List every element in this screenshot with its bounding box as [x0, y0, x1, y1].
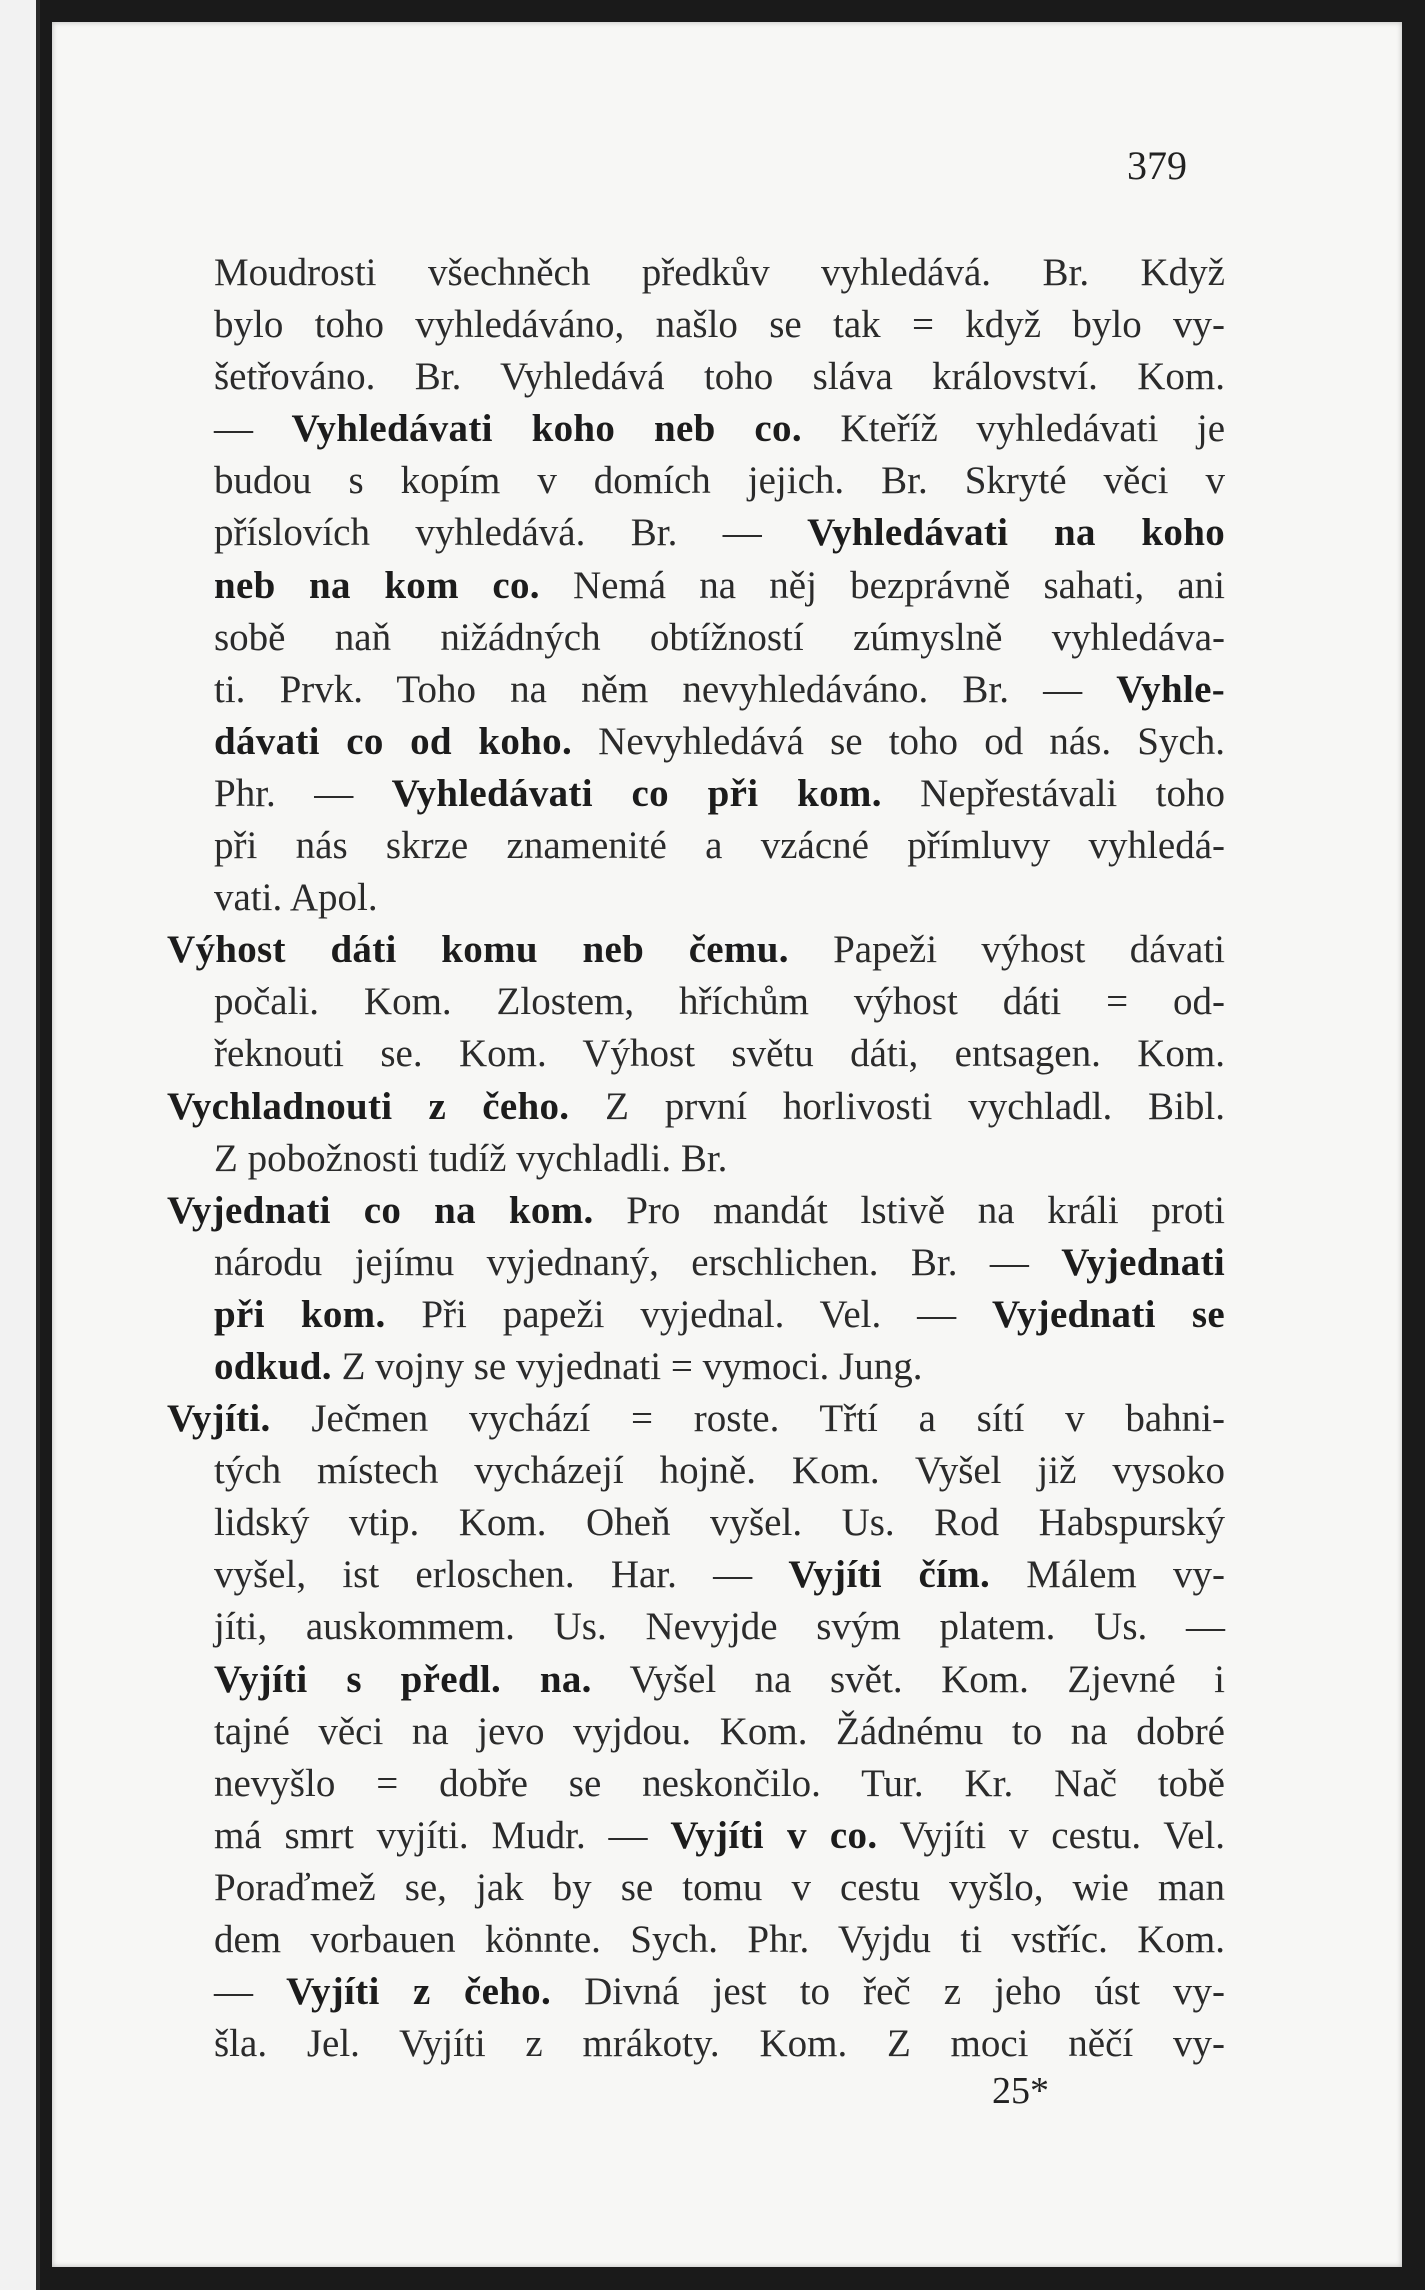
headword: Vyjíti čím.: [788, 1553, 991, 1597]
headword: neb na kom co.: [214, 563, 540, 607]
headword: Vyjednati co na kom.: [167, 1188, 594, 1232]
text-line: [167, 976, 1225, 1028]
headword: Vyhledávati koho neb co.: [291, 407, 802, 451]
headword: Vyjednati: [1061, 1240, 1225, 1284]
text-segment: Poraďmež se, jak by se tomu v cestu vyšlo, wie man: [214, 1865, 1225, 1909]
text-segment: při nás skrze znamenité a vzácné přímluvy vyhledá-: [214, 824, 1225, 868]
signature-mark: 25*: [992, 2070, 1049, 2112]
text-segment: šetřováno. Br. Vyhledává toho sláva království. Kom.: [214, 355, 1225, 399]
text-line: [167, 1601, 1225, 1653]
text-segment: národu jejímu vyjednaný, erschlichen. Br. —: [214, 1240, 1062, 1284]
text-line: [167, 1497, 1225, 1549]
text-segment: Z vojny se vyjednati = vymoci. Jung.: [331, 1344, 923, 1388]
text-line: [167, 1966, 1225, 2018]
text-segment: —: [214, 1970, 287, 2014]
text-segment: Moudrosti všechněch předkův vyhledává. Br. Když: [214, 251, 1225, 294]
headword: Vyhledávati na koho: [807, 511, 1225, 555]
text-segment: Nemá na něj bezprávně sahati, ani: [539, 563, 1225, 607]
text-segment: tých místech vycházejí hojně. Kom. Vyšel již vysoko: [214, 1449, 1225, 1493]
text-segment: Vyšel na svět. Kom. Zjevné i: [591, 1657, 1225, 1701]
entry-headword-line: [167, 1081, 1225, 1133]
text-line: [167, 560, 1225, 612]
text-segment: Ječmen vychází = roste. Třtí a sítí v bahni-: [270, 1397, 1225, 1441]
text-line: [167, 716, 1225, 768]
headword: Vyjíti v co.: [670, 1813, 878, 1857]
headword: Vychladnouti z čeho.: [167, 1084, 570, 1128]
headword: dávati co od koho.: [214, 719, 573, 763]
headword: při kom.: [214, 1292, 386, 1336]
text-line: [167, 1654, 1225, 1706]
text-segment: Papeži výhost dávati: [788, 928, 1225, 972]
text-segment: —: [214, 407, 292, 451]
text-line: [167, 455, 1225, 507]
text-line: [167, 247, 1225, 299]
book-page: [52, 22, 1402, 2267]
text-segment: Málem vy-: [990, 1553, 1225, 1597]
headword: Vyhledávati co při kom.: [391, 771, 882, 815]
text-segment: Kteříž vyhledávati je: [801, 407, 1226, 451]
text-segment: nevyšlo = dobře se neskončilo. Tur. Kr. Nač tobě: [214, 1761, 1225, 1805]
text-line: [167, 612, 1225, 664]
text-line: [167, 820, 1225, 872]
text-segment: vyšel, ist erloschen. Har. —: [214, 1553, 789, 1597]
text-segment: Divná jest to řeč z jeho úst vy-: [551, 1970, 1225, 2014]
text-line: [167, 1133, 1225, 1185]
headword: Vyjíti s předl. na.: [214, 1657, 592, 1701]
text-segment: budou s kopím v domích jejich. Br. Skryté věci v: [214, 459, 1225, 503]
text-segment: řeknouti se. Kom. Výhost světu dáti, entsagen. Kom.: [214, 1032, 1225, 1076]
text-line: [167, 299, 1225, 351]
text-line: [167, 1549, 1225, 1601]
text-segment: počali. Kom. Zlostem, hříchům výhost dáti = od-: [214, 980, 1225, 1024]
text-line: [167, 1810, 1225, 1862]
text-segment: Při papeži vyjednal. Vel. —: [385, 1292, 992, 1336]
text-segment: Nepřestávali toho: [881, 771, 1226, 815]
entry-headword-line: [167, 924, 1225, 976]
text-segment: ti. Prvk. Toho na něm nevyhledáváno. Br. —: [214, 667, 1117, 711]
text-line: [167, 507, 1225, 559]
text-line: [167, 1758, 1225, 1810]
text-segment: jíti, auskommem. Us. Nevyjde svým platem. Us. —: [214, 1605, 1225, 1649]
text-line: [167, 1706, 1225, 1758]
text-segment: Z pobožnosti tudíž vychladli. Br.: [214, 1136, 728, 1180]
text-segment: bylo toho vyhledáváno, našlo se tak = když bylo vy-: [214, 303, 1225, 347]
entry-headword-line: [167, 1185, 1225, 1237]
dictionary-text: [167, 247, 1225, 2070]
text-line: [167, 1237, 1225, 1289]
text-segment: Nevyhledává se toho od nás. Sych.: [572, 719, 1225, 763]
text-segment: šla. Jel. Vyjíti z mrákoty. Kom. Z moci něčí vy-: [214, 2022, 1225, 2066]
entry-headword-line: [167, 1393, 1225, 1445]
text-line: [167, 1028, 1225, 1080]
headword: Vyhle-: [1116, 667, 1225, 711]
text-segment: Pro mandát lstivě na králi proti: [593, 1188, 1225, 1232]
text-segment: příslovích vyhledává. Br. —: [214, 511, 808, 555]
text-segment: lidský vtip. Kom. Oheň vyšel. Us. Rod Habspurský: [214, 1501, 1225, 1545]
headword: Vyjednati se: [991, 1292, 1225, 1336]
text-line: [167, 351, 1225, 403]
headword: Vyjíti.: [167, 1397, 271, 1441]
text-line: [167, 403, 1225, 455]
text-line: [167, 768, 1225, 820]
adjacent-page-edge: [0, 0, 40, 2290]
headword: Vyjíti z čeho.: [286, 1970, 552, 2014]
text-segment: sobě naň nižádných obtížností zúmyslně vyhledáva-: [214, 615, 1225, 659]
text-segment: Z první horlivosti vychladl. Bibl.: [569, 1084, 1225, 1128]
text-line: [167, 1341, 1225, 1393]
text-segment: vati. Apol.: [214, 876, 378, 920]
text-line: [167, 664, 1225, 716]
text-line: [167, 1289, 1225, 1341]
text-segment: tajné věci na jevo vyjdou. Kom. Žádnému to na dobré: [214, 1709, 1225, 1753]
text-segment: má smrt vyjíti. Mudr. —: [214, 1813, 671, 1857]
text-segment: Vyjíti v cestu. Vel.: [877, 1813, 1226, 1857]
page-number: 379: [1127, 143, 1187, 188]
text-line: [167, 2018, 1225, 2070]
text-line: [167, 1914, 1225, 1966]
headword: Výhost dáti komu neb čemu.: [167, 928, 789, 972]
headword: odkud.: [214, 1344, 332, 1388]
text-line: [167, 1862, 1225, 1914]
text-segment: dem vorbauen könnte. Sych. Phr. Vyjdu ti vstříc. Kom.: [214, 1918, 1225, 1961]
text-line: [167, 872, 1225, 924]
text-line: [167, 1445, 1225, 1497]
text-segment: Phr. —: [214, 771, 392, 815]
